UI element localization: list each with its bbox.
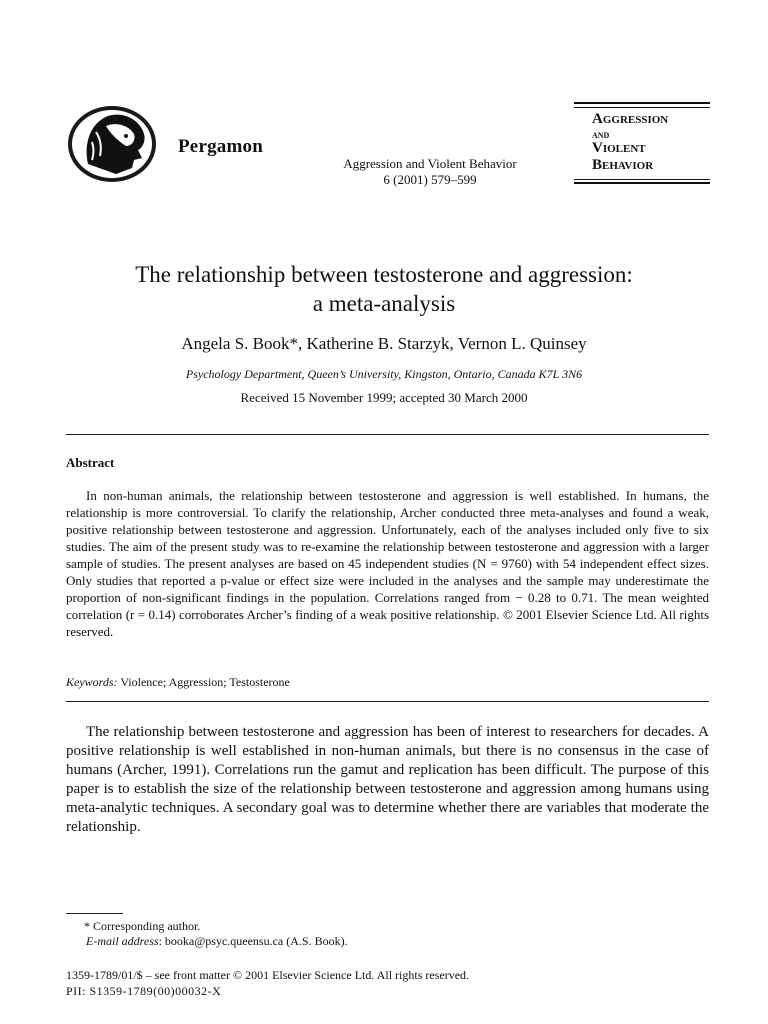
footnote-rule xyxy=(66,913,123,914)
journal-logo-rule xyxy=(574,102,710,104)
received-dates: Received 15 November 1999; accepted 30 March 2000 xyxy=(240,390,528,405)
publisher-name: Pergamon xyxy=(178,136,263,157)
copyright-line: 1359-1789/01/$ – see front matter © 2001 Elsevier Science Ltd. All rights reserved. xyxy=(66,968,470,982)
abstract-heading: Abstract xyxy=(66,455,115,470)
journal-logo-line: Violent xyxy=(592,140,646,156)
journal-logo xyxy=(574,102,710,185)
affiliation: Psychology Department, Queen’s University, Kingston, Ontario, Canada K7L 3N6 xyxy=(185,367,583,381)
title-line: a meta-analysis xyxy=(312,291,456,316)
divider xyxy=(66,701,709,702)
email-address: : booka@psyc.queensu.ca (A.S. Book). xyxy=(158,934,348,948)
journal-issue: 6 (2001) 579–599 xyxy=(383,172,477,187)
title-line: The relationship between testosterone and aggression: xyxy=(135,262,633,287)
journal-name: Aggression and Violent Behavior xyxy=(343,156,517,171)
email-label: E-mail address xyxy=(86,934,159,948)
pii-line: PII: S1359-1789(00)00032-X xyxy=(66,984,222,998)
author-list: Angela S. Book*, Katherine B. Starzyk, Vernon L. Quinsey xyxy=(181,334,587,353)
journal-logo-line: Behavior xyxy=(592,157,654,173)
abstract-text: In non-human animals, the relationship between testosterone and aggression is well established. In humans, the relationship is more controversial. To clarify the relationship, Archer conducted three meta-analyses and found a weak, positive relationship between testosterone and aggression. Unfortunately, each of the analyses included only five to six studies. The aim of the present study was to re-examine the relationship between testosterone and aggression with a larger sample of studies. The present analyses are based on 45 independent studies (N = 9760) with 54 independent effect sizes. Only studies that reported a p-value or effect size were included in the analyses and the sample may underestimate the proportion of non-significant findings in the population. Correlations ranged from − 0.28 to 0.71. The mean weighted correlation (r = 0.14) corroborates Archer’s finding of a weak positive relationship. © 2001 Elsevier Science Ltd. All rights reserved. xyxy=(66,488,709,639)
keywords-label: Keywords: xyxy=(66,675,118,689)
journal-logo-rule xyxy=(574,182,710,184)
journal-logo-line: Aggression xyxy=(592,111,669,127)
email-note xyxy=(86,934,348,949)
article-title xyxy=(60,260,708,318)
journal-logo-rule xyxy=(574,107,710,108)
journal-citation xyxy=(300,156,560,188)
keywords xyxy=(66,675,290,690)
keywords-value: Violence; Aggression; Testosterone xyxy=(120,675,290,689)
journal-logo-line: and xyxy=(592,127,610,141)
divider xyxy=(66,434,709,435)
publisher-logo xyxy=(66,102,174,184)
corresponding-author-note: * Corresponding author. xyxy=(84,919,201,933)
journal-logo-rule xyxy=(574,179,710,180)
intro-paragraph: The relationship between testosterone and aggression has been of interest to researchers for decades. A positive relationship is well established in non-human animals, but there is no consensus in the case of humans (Archer, 1991). Correlations run the gamut and replication has been difficult. The purpose of this paper is to establish the size of the relationship between testosterone and aggression among humans using meta-analytic techniques. A secondary goal was to determine whether there are variables that moderate the relationship. xyxy=(66,724,709,835)
